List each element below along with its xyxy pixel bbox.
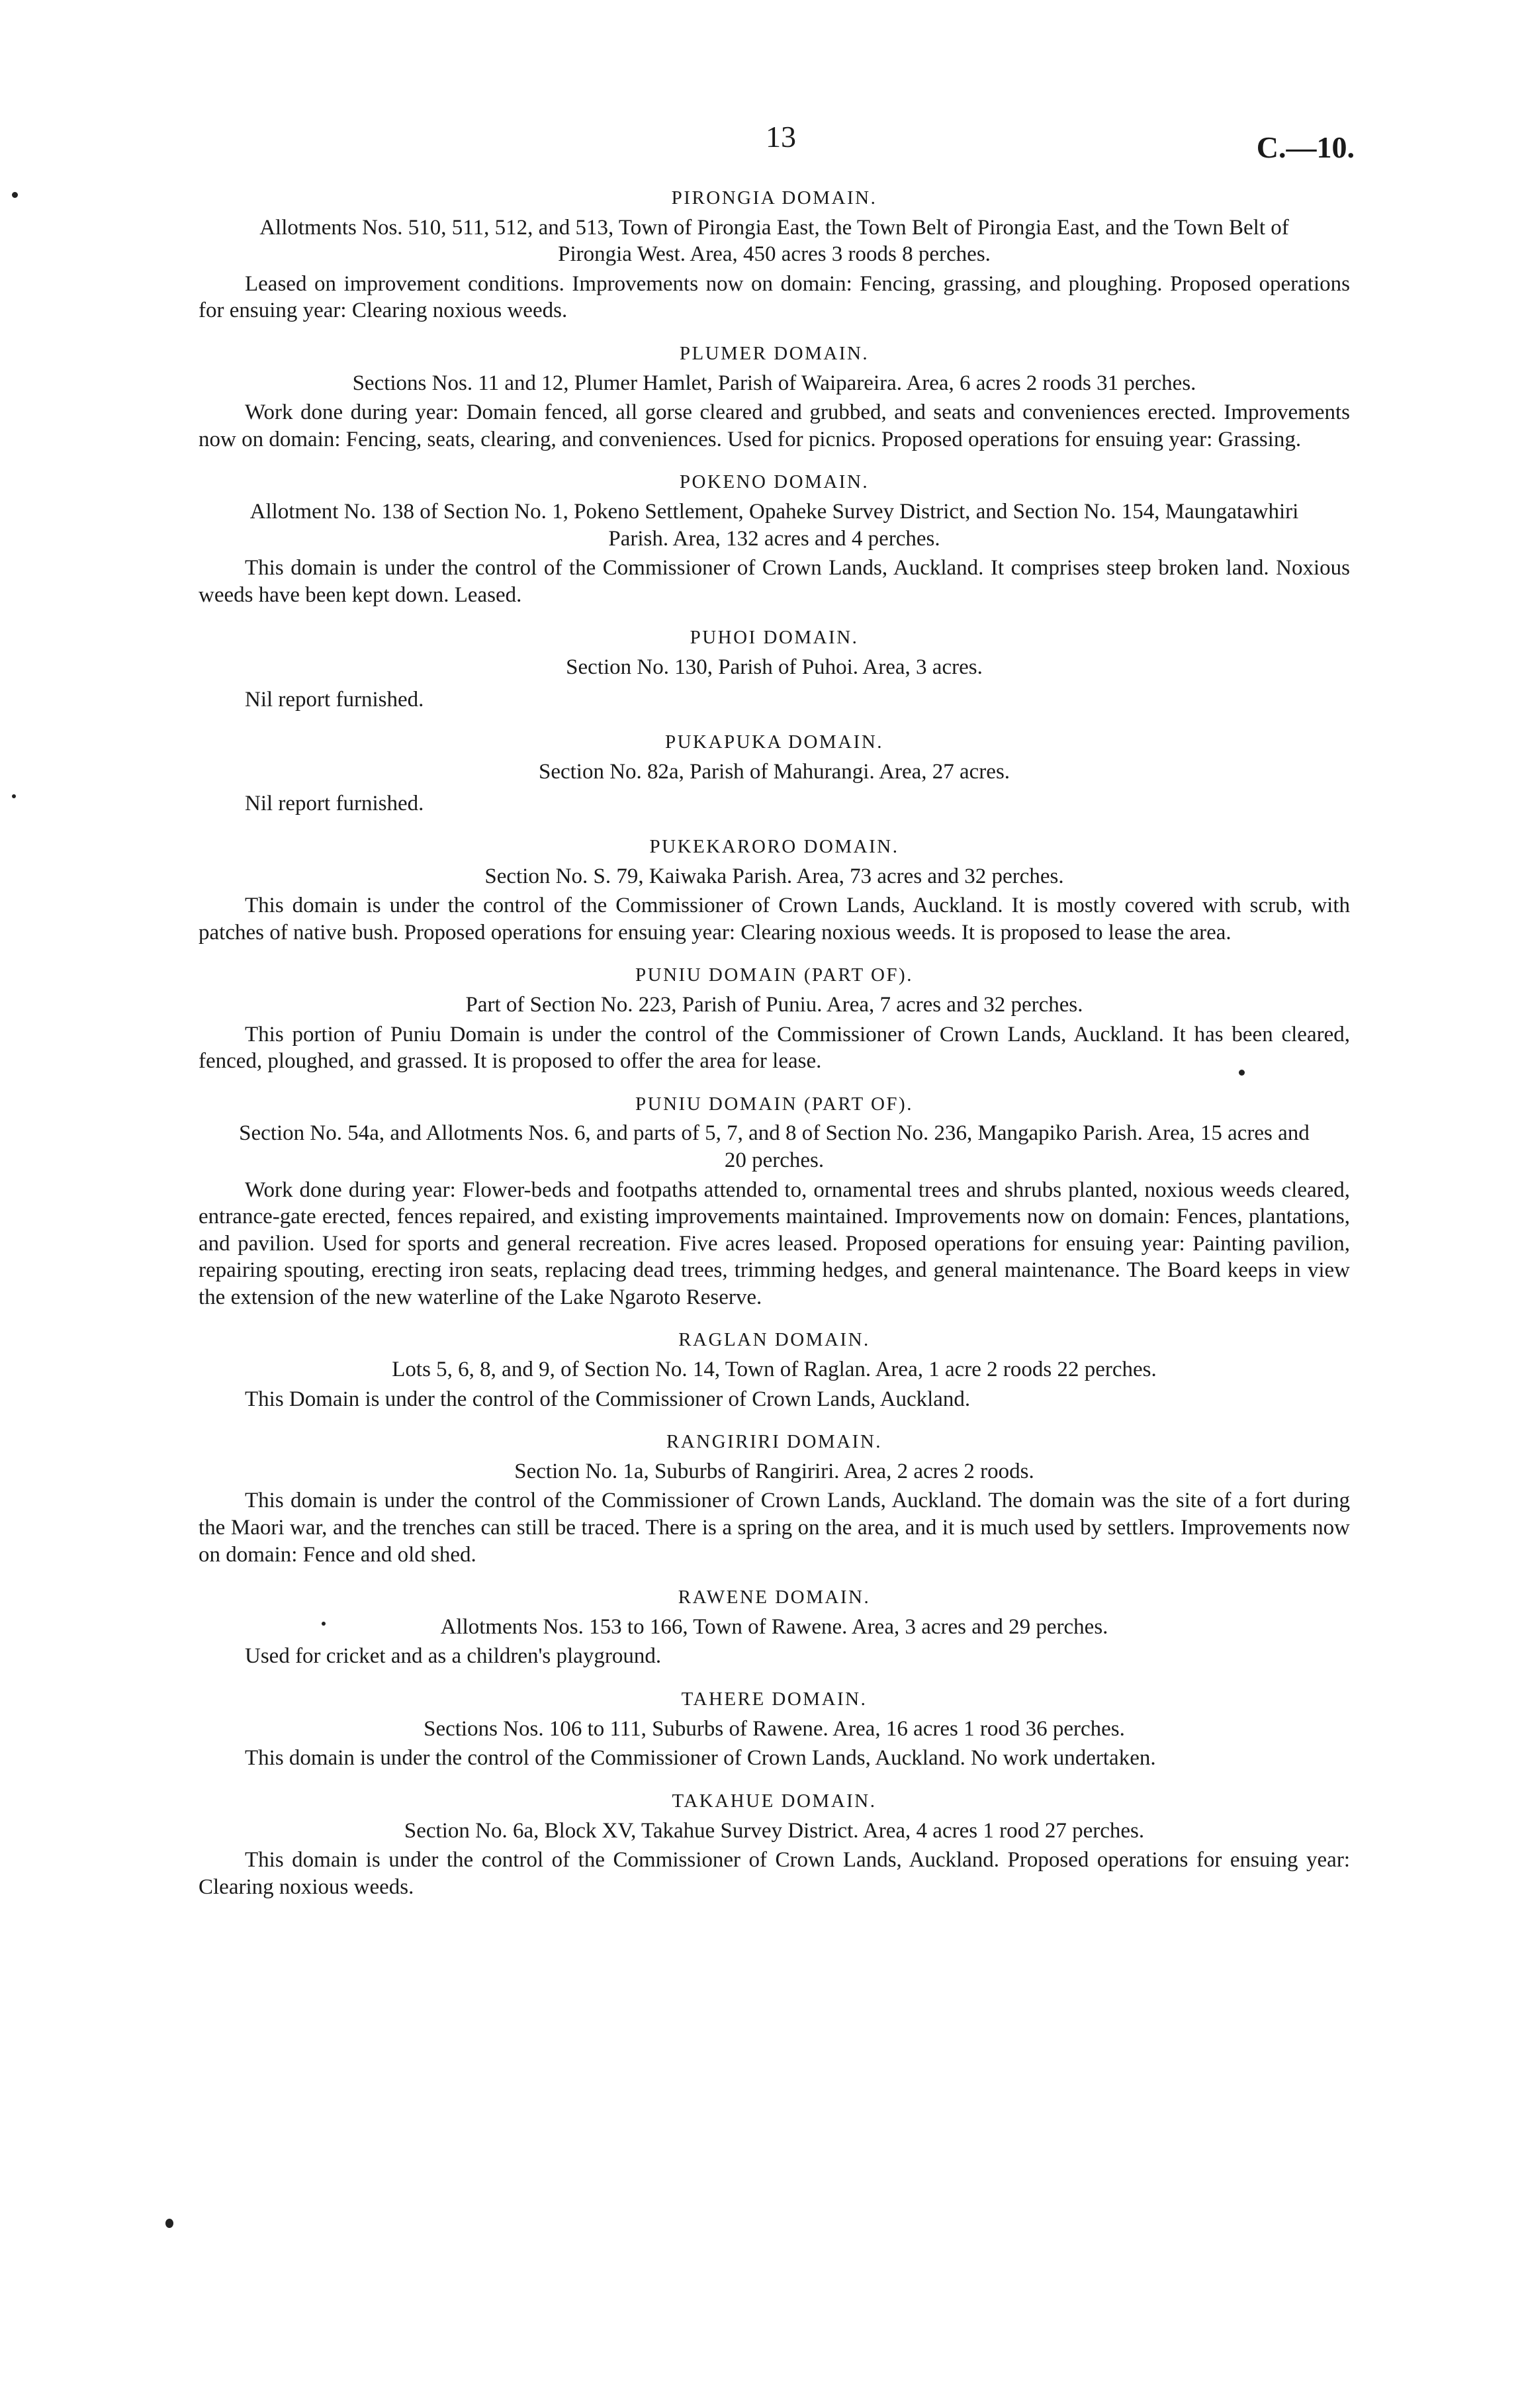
domain-heading: PUHOI DOMAIN. bbox=[690, 627, 859, 649]
domain-description: Section No. 6a, Block XV, Takahue Survey District. Area, 4 acres 1 rood 27 perches. bbox=[404, 1818, 1145, 1843]
page-number: 13 bbox=[766, 120, 796, 154]
scan-speck bbox=[12, 794, 16, 798]
scan-speck bbox=[12, 192, 18, 198]
domain-entry-takahue bbox=[199, 1790, 1350, 1900]
domain-entry-pokeno bbox=[199, 471, 1350, 608]
domain-report: This domain is under the control of the Commissioner of Crown Lands, Auckland. No work undertaken. bbox=[245, 1746, 1156, 1771]
scan-speck bbox=[322, 1622, 326, 1626]
domain-heading: TAKAHUE DOMAIN. bbox=[672, 1790, 877, 1812]
domain-report: This domain is under the control of the Commissioner of Crown Lands, Auckland. Proposed operations for ensuing year: Clearing noxious weeds. bbox=[199, 1848, 1350, 1899]
domain-heading: PLUMER DOMAIN. bbox=[679, 342, 870, 364]
domain-description: Allotments Nos. 510, 511, 512, and 513, Town of Pirongia East, the Town Belt of Pirongia East, and the Town Belt of Pirongia West. Area, 450 acres 3 roods 8 perches. bbox=[259, 215, 1289, 267]
domain-heading: RAGLAN DOMAIN. bbox=[678, 1329, 870, 1351]
nil-report-note: Nil report furnished. bbox=[245, 792, 424, 816]
domain-report: Work done during year: Domain fenced, all gorse cleared and grubbed, and seats and conveniences erected. Improvements now on domain: Fencing, seats, clearing, and conveniences. Used for picnics. Proposed operations for ensuing year: Grassing. bbox=[199, 400, 1350, 451]
scan-speck bbox=[165, 2219, 173, 2228]
domain-heading: POKENO DOMAIN. bbox=[679, 471, 870, 493]
domain-description: Lots 5, 6, 8, and 9, of Section No. 14, Town of Raglan. Area, 1 acre 2 roods 22 perches. bbox=[392, 1358, 1157, 1382]
domain-description: Allotment No. 138 of Section No. 1, Pokeno Settlement, Opaheke Survey District, and Section No. 154, Maungatawhiri Parish. Area, 132 acres and 4 perches. bbox=[249, 500, 1299, 551]
domain-description: Sections Nos. 106 to 111, Suburbs of Rawene. Area, 16 acres 1 rood 36 perches. bbox=[424, 1716, 1125, 1741]
domain-heading: PUNIU DOMAIN (PART OF). bbox=[635, 1093, 913, 1115]
report-body bbox=[199, 187, 1350, 1918]
domain-entry-tahere bbox=[199, 1688, 1350, 1772]
domain-heading: TAHERE DOMAIN. bbox=[681, 1689, 868, 1710]
domain-entry-puhoi bbox=[199, 626, 1350, 713]
domain-report: Leased on improvement conditions. Improvements now on domain: Fencing, grassing, and ploughing. Proposed operations for ensuing year: Clearing noxious weeds. bbox=[199, 271, 1350, 323]
domain-description: Part of Section No. 223, Parish of Puniu. Area, 7 acres and 32 perches. bbox=[465, 993, 1083, 1017]
domain-report: Work done during year: Flower-beds and footpaths attended to, ornamental trees and shrubs planted, noxious weeds cleared, entrance-gate erected, fences repaired, and existing improvements maintained. Improvements now on domain: Fences, plantations, and pavilion. Used for sports and general recreation. Five acres leased. Proposed operations for ensuing year: Painting pavilion, repairing spouting, erecting iron seats, replacing dead trees, trimming hedges, and general maintenance. The Board keeps in view the extension of the new waterline of the Lake Ngaroto Reserve. bbox=[199, 1178, 1350, 1309]
domain-description: Section No. 54a, and Allotments Nos. 6, and parts of 5, 7, and 8 of Section No. 236, Mangapiko Parish. Area, 15 acres and 20 perches. bbox=[239, 1121, 1310, 1172]
document-reference: C.—10. bbox=[1256, 130, 1355, 164]
domain-report: This domain is under the control of the Commissioner of Crown Lands, Auckland. It comprises steep broken land. Noxious weeds have been kept down. Leased. bbox=[199, 556, 1350, 607]
domain-entry-puniu-part-1 bbox=[199, 964, 1350, 1074]
domain-entry-pirongia bbox=[199, 187, 1350, 324]
domain-description: Allotments Nos. 153 to 166, Town of Rawene. Area, 3 acres and 29 perches. bbox=[440, 1614, 1108, 1639]
domain-report: This domain is under the control of the Commissioner of Crown Lands, Auckland. It is mostly covered with scrub, with patches of native bush. Proposed operations for ensuing year: Clearing noxious weeds. It is proposed to lease the area. bbox=[199, 894, 1350, 945]
domain-heading: PIRONGIA DOMAIN. bbox=[671, 187, 877, 208]
domain-heading: PUKEKARORO DOMAIN. bbox=[649, 835, 899, 857]
domain-description: Section No. 130, Parish of Puhoi. Area, 3 acres. bbox=[566, 655, 983, 679]
domain-report: This domain is under the control of the Commissioner of Crown Lands, Auckland. The domain was the site of a fort during the Maori war, and the trenches can still be traced. There is a spring on the area, and it is much used by settlers. Improvements now on domain: Fence and old shed. bbox=[199, 1489, 1350, 1567]
domain-entry-rangiriri bbox=[199, 1430, 1350, 1568]
domain-description: Section No. 82a, Parish of Mahurangi. Area, 27 acres. bbox=[538, 759, 1010, 784]
domain-description: Sections Nos. 11 and 12, Plumer Hamlet, Parish of Waipareira. Area, 6 acres 2 roods 31 perches. bbox=[352, 371, 1196, 395]
domain-heading: RANGIRIRI DOMAIN. bbox=[666, 1431, 883, 1453]
domain-entry-puniu-part-2 bbox=[199, 1093, 1350, 1311]
domain-entry-plumer bbox=[199, 342, 1350, 453]
domain-report: This portion of Puniu Domain is under the control of the Commissioner of Crown Lands, Auckland. It has been cleared, fenced, ploughed, and grassed. It is proposed to offer the area for lease. bbox=[199, 1022, 1350, 1074]
domain-description: Section No. 1a, Suburbs of Rangiriri. Area, 2 acres 2 roods. bbox=[514, 1459, 1034, 1483]
domain-heading: PUNIU DOMAIN (PART OF). bbox=[635, 964, 913, 986]
domain-entry-rawene bbox=[199, 1586, 1350, 1670]
domain-report: Used for cricket and as a children's playground. bbox=[245, 1644, 662, 1669]
domain-report: This Domain is under the control of the Commissioner of Crown Lands, Auckland. bbox=[245, 1387, 971, 1411]
domain-description: Section No. S. 79, Kaiwaka Parish. Area, 73 acres and 32 perches. bbox=[484, 864, 1064, 888]
nil-report-note: Nil report furnished. bbox=[245, 687, 424, 712]
domain-heading: PUKAPUKA DOMAIN. bbox=[664, 731, 884, 753]
domain-entry-pukekaroro bbox=[199, 835, 1350, 946]
domain-entry-pukapuka bbox=[199, 731, 1350, 817]
domain-entry-raglan bbox=[199, 1328, 1350, 1412]
domain-heading: RAWENE DOMAIN. bbox=[678, 1587, 871, 1608]
scan-speck bbox=[1239, 1070, 1245, 1076]
